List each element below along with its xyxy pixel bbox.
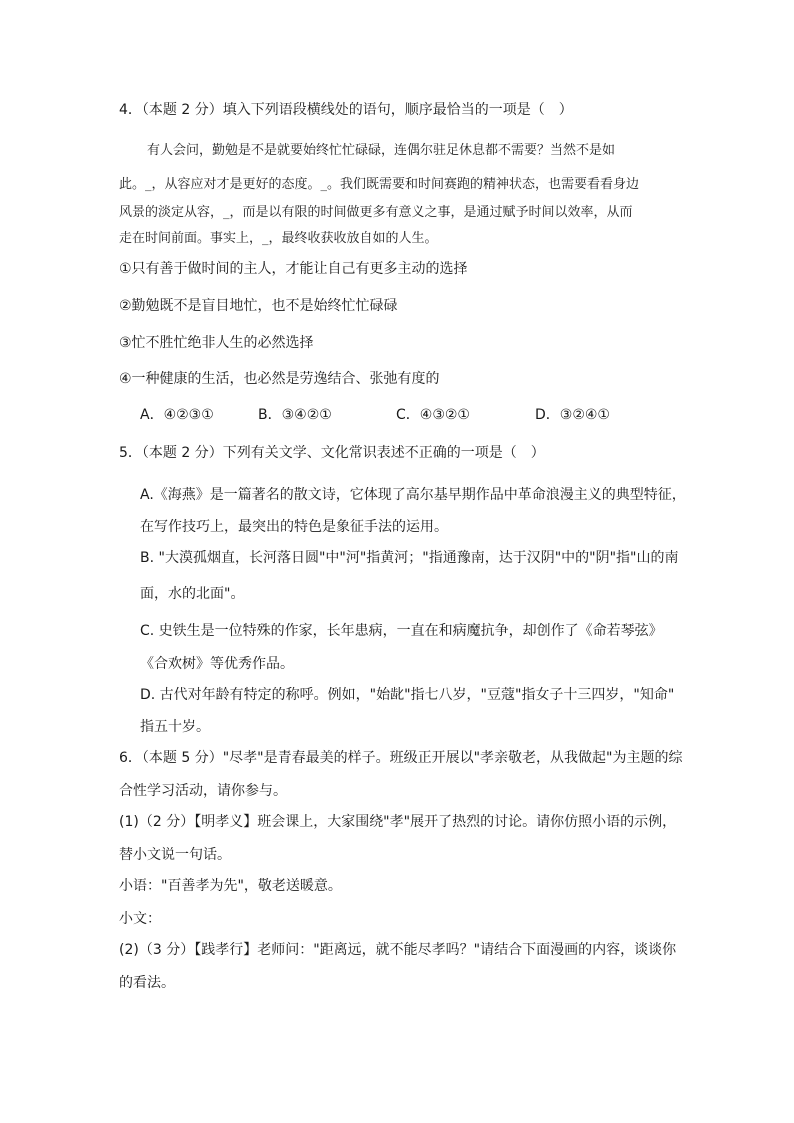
q6-part1-line-1: (1)（2 分）【明孝义】班会课上，大家围绕"孝"展开了热烈的讨论。请你仿照小语的示例， — [119, 814, 677, 830]
q4-stem: 4．（本题 2 分）填入下列语段横线处的语句，顺序最恰当的一项是（ ） — [119, 102, 573, 118]
q4-item-1: ①只有善于做时间的主人，才能让自己有更多主动的选择 — [119, 261, 468, 277]
q5-option-a-line-2: 在写作技巧上，最突出的特色是象征手法的运用。 — [140, 519, 448, 535]
q4-option-b: B．③④②① — [258, 407, 332, 423]
q4-option-c: C．④③②① — [396, 407, 470, 423]
q5-option-d-line-2: 指五十岁。 — [140, 719, 210, 735]
q4-passage-line-2: 此。_，从容应对才是更好的态度。_。我们既需要和时间赛跑的精神状态，也需要看看身边 — [119, 177, 640, 192]
q4-passage-line-4: 走在时间前面。事实上，_，最终收获收放自如的人生。 — [119, 231, 438, 246]
q4-passage-line-1: 有人会问，勤勉是不是就要始终忙忙碌碌，连偶尔驻足休息都不需要？当然不是如 — [147, 143, 616, 158]
q5-option-c-line-1: C. 史铁生是一位特殊的作家，长年患病，一直在和病魔抗争，却创作了《命若琴弦》 — [140, 623, 663, 639]
q4-item-2: ②勤勉既不是盲目地忙，也不是始终忙忙碌碌 — [119, 298, 398, 314]
q6-part2-line-2: 的看法。 — [119, 975, 175, 991]
q5-option-a-line-1: A.《海燕》是一篇著名的散文诗，它体现了高尔基早期作品中革命浪漫主义的典型特征， — [140, 487, 686, 503]
q6-part1-line-2: 替小文说一句话。 — [119, 847, 231, 863]
q6-part2-line-1: (2)（3 分）【践孝行】老师问："距离远，就不能尽孝吗？"请结合下面漫画的内容，谈谈你 — [119, 942, 677, 958]
q6-stem-line-1: 6．（本题 5 分）"尽孝"是青春最美的样子。班级正开展以"孝亲敬老，从我做起"为主题的综 — [119, 750, 683, 766]
q5-option-d-line-1: D. 古代对年龄有特定的称呼。例如，"始龀"指七八岁，"豆蔻"指女子十三四岁，"知命" — [140, 687, 675, 703]
q4-option-d: D．③②④① — [535, 407, 610, 423]
q5-option-b-line-2: 面，水的北面"。 — [140, 586, 245, 602]
q5-option-c-line-2: 《合欢树》等优秀作品。 — [140, 656, 294, 672]
q4-passage-line-3: 风景的淡定从容，_，而是以有限的时间做更多有意义之事，是通过赋予时间以效率，从而 — [119, 205, 633, 220]
q4-item-4: ④一种健康的生活，也必然是劳逸结合、张弛有度的 — [119, 371, 440, 387]
q4-option-a: A．④②③① — [140, 407, 214, 423]
q5-stem: 5．（本题 2 分）下列有关文学、文化常识表述不正确的一项是（ ） — [119, 445, 545, 461]
q6-stem-line-2: 合性学习活动，请你参与。 — [119, 783, 287, 799]
q5-option-b-line-1: B. "大漠孤烟直，长河落日圆"中"河"指黄河；"指通豫南，达于汉阴"中的"阴"指"山的南 — [140, 550, 679, 566]
q6-xiaowen-answer: 小文： — [119, 911, 161, 927]
q6-xiaoyu-example: 小语："百善孝为先"，敬老送暖意。 — [119, 878, 342, 894]
q4-item-3: ③忙不胜忙绝非人生的必然选择 — [119, 335, 314, 351]
